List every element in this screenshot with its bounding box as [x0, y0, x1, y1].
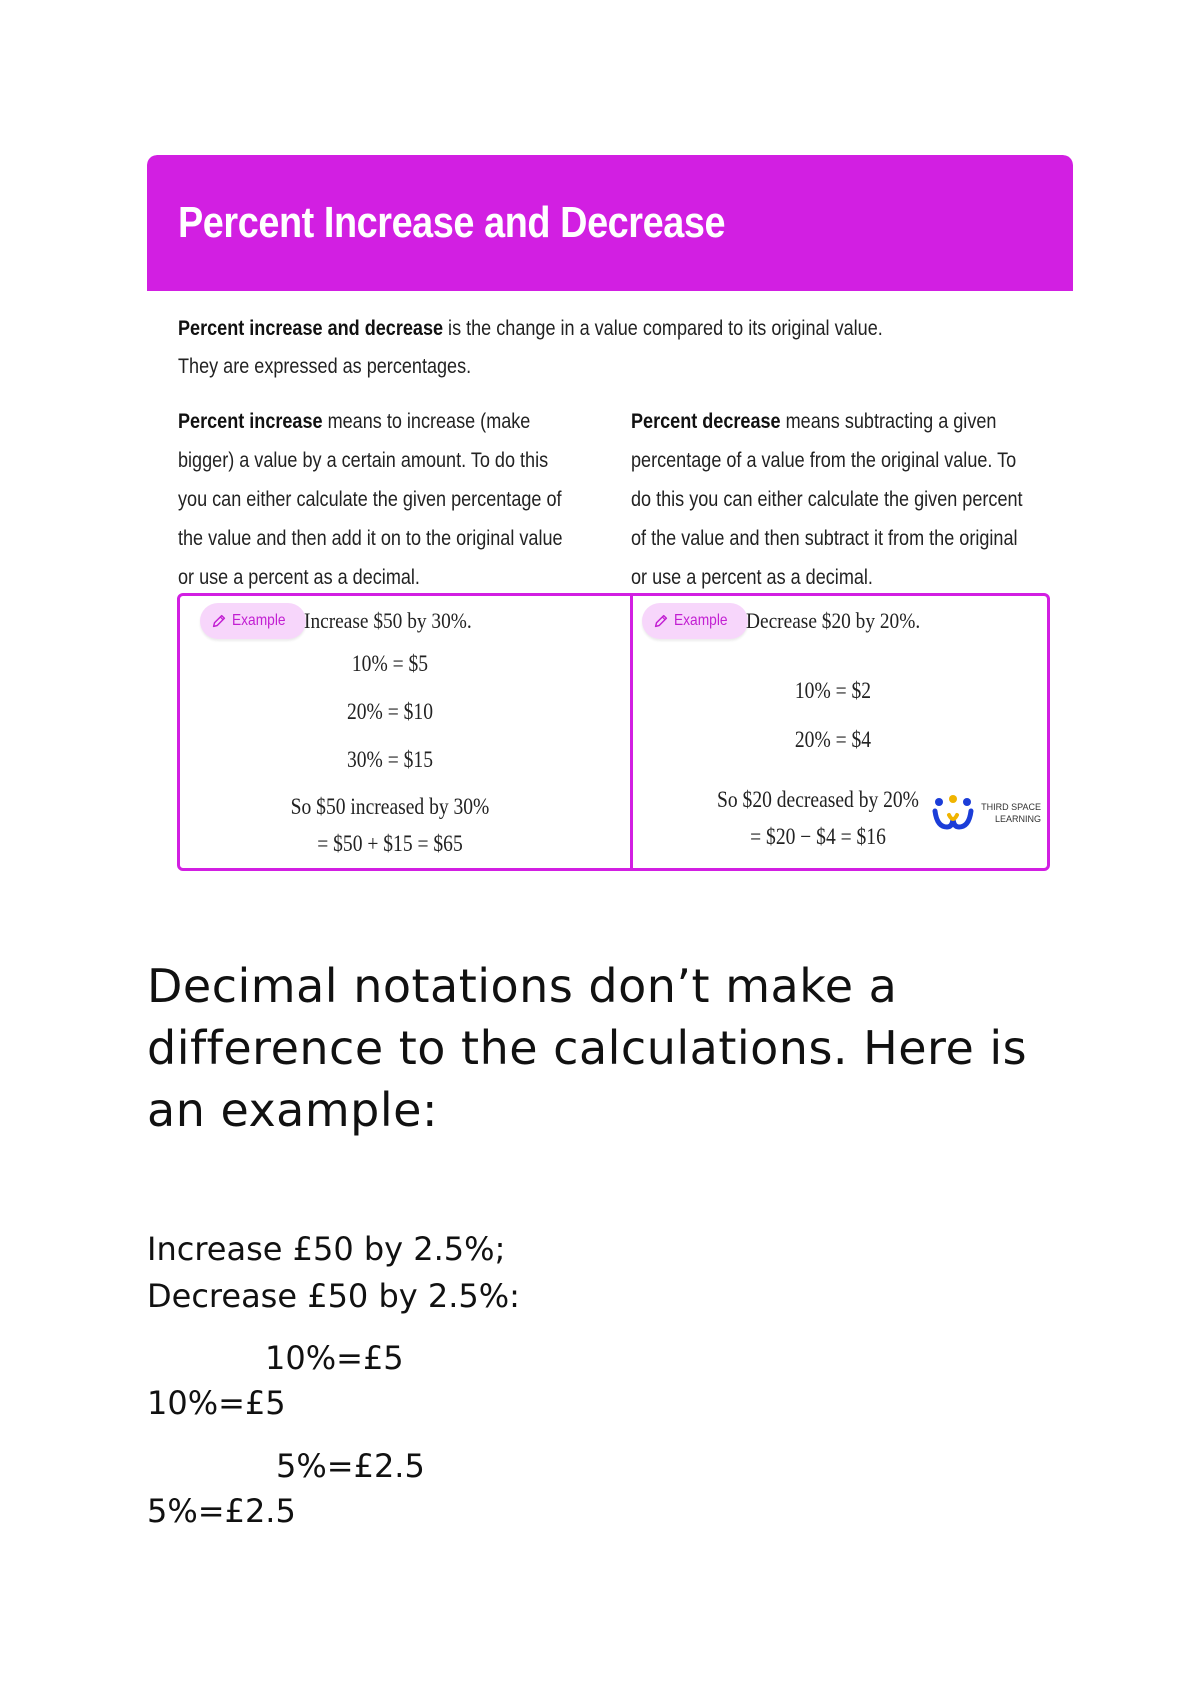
- intro-line-1: [178, 310, 883, 348]
- third-space-learning-logo: [931, 793, 1041, 833]
- body-line-increase: Increase £50 by 2.5%;: [147, 1230, 506, 1268]
- decrease-step: 10% = $2: [794, 678, 872, 703]
- logo-text-line-1: THIRD SPACE: [981, 802, 1041, 812]
- decrease-term: Percent decrease: [631, 410, 781, 433]
- increase-line: the value and then add it on to the original value: [178, 527, 563, 550]
- increase-conclusion: = $50 + $15 = $65: [317, 831, 463, 856]
- decrease-line: Percent decrease means subtracting a given: [631, 410, 997, 433]
- increase-line: or use a percent as a decimal.: [178, 566, 420, 589]
- logo-text-line-2: LEARNING: [994, 814, 1041, 824]
- infographic-title: Percent Increase and Decrease: [178, 198, 726, 247]
- decrease-conclusion: = $20 − $4 = $16: [750, 824, 886, 849]
- increase-line: bigger) a value by a certain amount. To do this: [178, 449, 549, 472]
- increase-line: you can either calculate the given percentage of: [178, 488, 562, 511]
- increase-example-box: [177, 593, 633, 871]
- decrease-line: of the value and then subtract it from the original: [631, 527, 1018, 550]
- decrease-line: do this you can either calculate the given percent: [631, 488, 1023, 511]
- decrease-line: or use a percent as a decimal.: [631, 566, 873, 589]
- example-badge-label: Example: [674, 612, 728, 629]
- body-line-calc: 10%=£5: [265, 1339, 404, 1377]
- intro-line-1-rest: is the change in a value compared to its original value.: [443, 317, 883, 340]
- example-badge-label: Example: [232, 612, 286, 629]
- pencil-icon: [652, 612, 670, 630]
- increase-step: 10% = $5: [351, 651, 429, 676]
- increase-example-prompt: Increase $50 by 30%.: [304, 608, 472, 633]
- increase-step: 20% = $10: [347, 699, 433, 724]
- decrease-example-prompt: Decrease $20 by 20%.: [746, 608, 921, 633]
- increase-term: Percent increase: [178, 410, 323, 433]
- increase-definition: [178, 402, 563, 597]
- decrease-definition: [631, 402, 1023, 597]
- body-line-calc: 5%=£2.5: [276, 1447, 425, 1485]
- infographic-header: [147, 155, 1073, 291]
- intro-text: [178, 310, 883, 386]
- logo-mark-icon: [931, 793, 975, 833]
- decrease-conclusion: So $20 decreased by 20%: [717, 787, 919, 812]
- body-line-calc: 5%=£2.5: [147, 1492, 296, 1530]
- example-badge: [642, 603, 748, 639]
- intro-line-2: They are expressed as percentages.: [178, 355, 472, 378]
- decrease-line: percentage of a value from the original value. To: [631, 449, 1017, 472]
- example-badge: [200, 603, 306, 639]
- logo-text: [981, 801, 1041, 825]
- intro-term: Percent increase and decrease: [178, 317, 444, 340]
- decrease-step: 20% = $4: [794, 727, 872, 752]
- increase-line: Percent increase means to increase (make: [178, 410, 531, 433]
- body-paragraph: Decimal notations don’t make a difference to the calculations. Here is an example:: [147, 959, 1028, 1137]
- infographic-card: [147, 155, 1073, 895]
- increase-conclusion: So $50 increased by 30%: [290, 794, 490, 819]
- decrease-example-box: [630, 593, 1050, 871]
- increase-step: 30% = $15: [347, 747, 433, 772]
- body-line-calc: 10%=£5: [147, 1384, 286, 1422]
- pencil-icon: [210, 612, 228, 630]
- body-line-decrease: Decrease £50 by 2.5%:: [147, 1277, 520, 1315]
